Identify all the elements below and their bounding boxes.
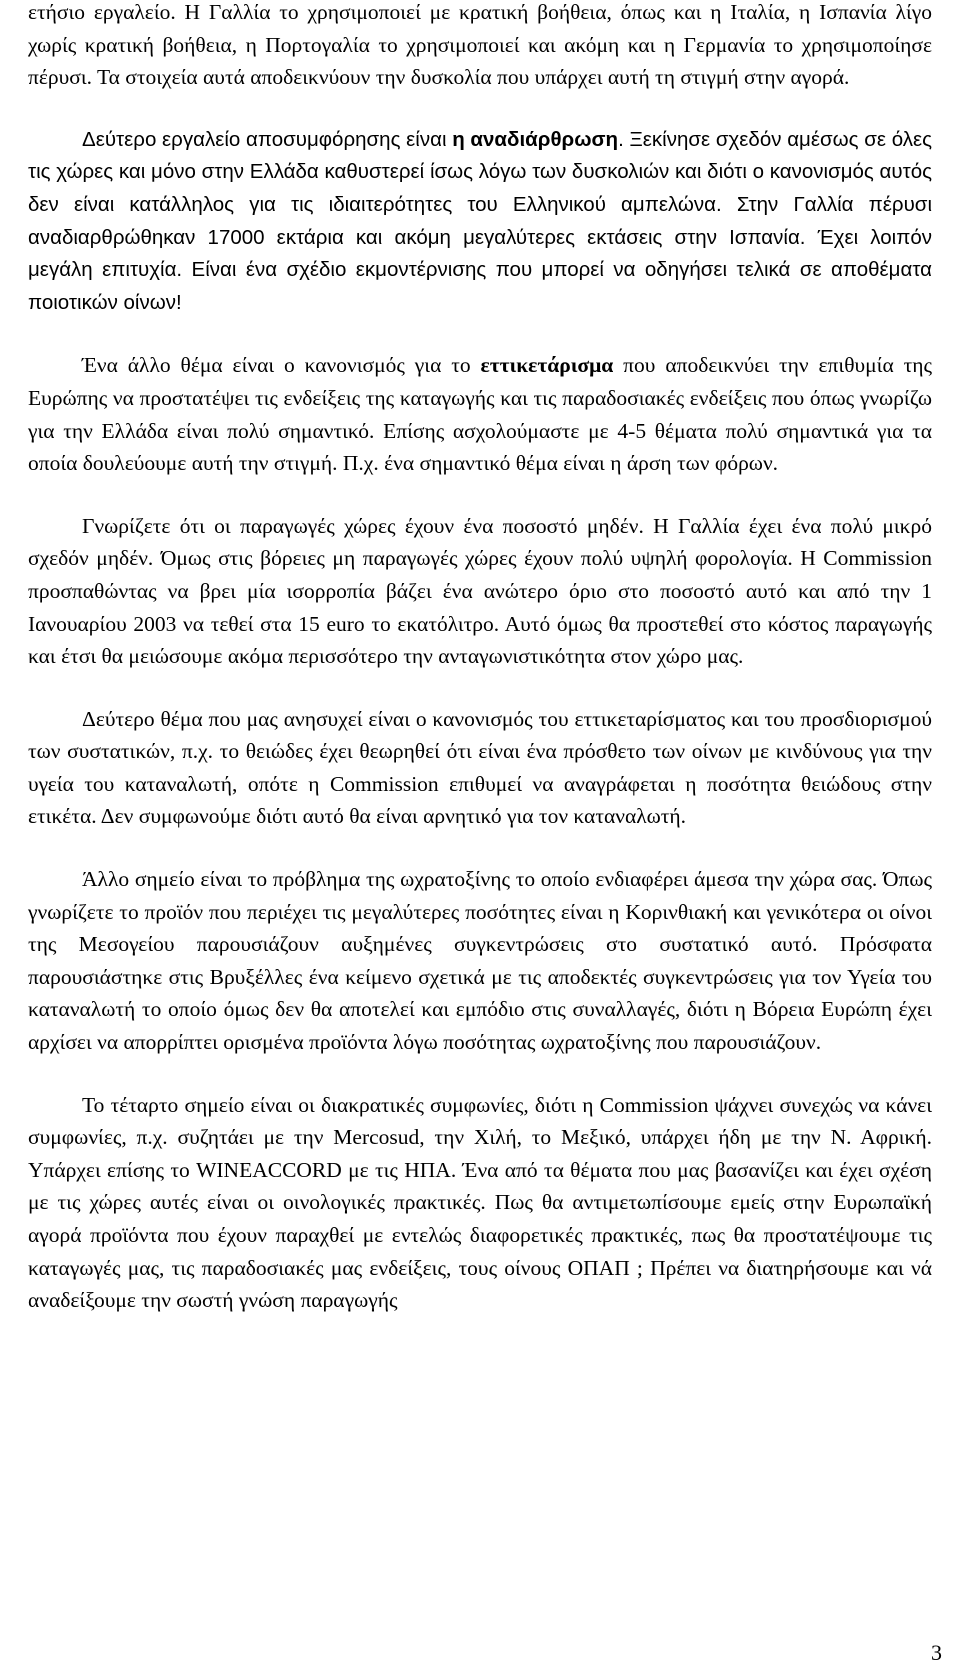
paragraph-5-text: Δεύτερο θέμα που μας ανησυχεί είναι ο κανονισμός του εττικεταρίσματος και του προσδιορισμού των συστατικών, π.χ. το θειώδες έχει θεωρηθεί ότι είναι ένα πρόσθετο των οίνων με κινδύνους για την υγεία του καταναλωτή, οπότε η Commission επιθυμεί να αναγράφεται η ποσότητα θειώδους στην ετικέτα. Δεν συμφωνούμε διότι αυτό θα είναι αρνητικό για τον καταναλωτή. [28, 706, 932, 829]
paragraph-3-text-b: που αποδεικνύει την επιθυμία της Ευρώπης να προστατέψει τις ενδείξεις της καταγωγής και τις παραδοσιακές ενδείξεις που όπως γνωρίζω για την Ελλάδα είναι πολύ σημαντικό. Επίσης ασχολούμαστε με 4-5 θέματα πολύ σημαντικά για τα οποία δουλεύουμε αυτή την στιγμή. Π.χ. ένα σημαντικό θέμα είναι η άρση των φόρων. [28, 353, 932, 476]
paragraph-3-emphasis: εττικετάρισμα [480, 353, 614, 378]
paragraph-1-text: ετήσιο εργαλείο. Η Γαλλία το χρησιμοποιεί με κρατική βοήθεια, όπως και η Ιταλία, η Ισπανία λίγο χωρίς κρατική βοήθεια, η Πορτογαλία το χρησιμοποιεί και ακόμη και η Γερμανία το χρησιμοποίησε πέρυσι. Τα στοιχεία αυτά αποδεικνύουν την δυσκολία που υπάρχει αυτή τη στιγμή στην αγορά. [28, 0, 932, 90]
page-number: 3 [931, 1640, 942, 1665]
paragraph-6 [28, 863, 932, 1059]
document-page [28, 0, 932, 1317]
paragraph-5 [28, 703, 932, 833]
paragraph-2 [28, 124, 932, 320]
paragraph-4 [28, 510, 932, 673]
paragraph-1 [28, 0, 932, 94]
paragraph-2-text-a: Δεύτερο εργαλείο αποσυμφόρησης είναι [82, 127, 453, 151]
paragraph-4-text: Γνωρίζετε ότι οι παραγωγές χώρες έχουν ένα ποσοστό μηδέν. Η Γαλλία έχει ένα πολύ μικρό σχεδόν μηδέν. Όμως στις βόρειες μη παραγωγές χώρες έχουν πολύ υψηλή φορολογία. Η Commission προσπαθώντας να βρει μία ισορροπία βάζει ένα ανώτερο όριο στο ποσοστό αυτό και από την 1 Ιανουαρίου 2003 να τεθεί στα 15 euro το εκατόλιτρο. Αυτό όμως θα προστεθεί στο κόστος παραγωγής και έτσι θα μειώσουμε ακόμα περισσότερο την ανταγωνιστικότητα στον χώρο μας. [28, 513, 932, 669]
paragraph-3-text-a: Ένα άλλο θέμα είναι ο κανονισμός για το [82, 353, 481, 378]
paragraph-2-emphasis: η αναδιάρθρωση [452, 127, 619, 151]
paragraph-6-text: Άλλο σημείο είναι το πρόβλημα της ωχρατοξίνης το οποίο ενδιαφέρει άμεσα την χώρα σας. Όπως γνωρίζετε το προϊόν που περιέχει τις μεγαλύτερες ποσότητες είναι η Κορινθιακή και γενικότερα οι οίνοι της Μεσογείου παρουσιάζουν αυξημένες συγκεντρώσεις στο συστατικό αυτό. Πρόσφατα παρουσιάστηκε στις Βρυξέλλες ένα κείμενο σχετικά με τις αποδεκτές συγκεντρώσεις για τον Υγεία του καταναλωτή το οποίο όμως δεν θα αποτελεί και εμπόδιο στις συναλλαγές, διότι η Βόρεια Ευρώπη έχει αρχίσει να απορρίπτει ορισμένα προϊόντα λόγω ποσότητας ωχρατοξίνης που παρουσιάζουν. [28, 867, 932, 1055]
paragraph-7 [28, 1089, 932, 1317]
paragraph-7-text: Το τέταρτο σημείο είναι οι διακρατικές συμφωνίες, διότι η Commission ψάχνει συνεχώς να κάνει συμφωνίες, π.χ. συζητάει με την Mercosud, την Χιλή, το Μεξικό, υπάρχει ήδη με την Ν. Αφρική. Υπάρχει επίσης το WINEACCORD με τις ΗΠΑ. Ένα από τα θέματα που μας βασανίζει και έχει σχέση με τις χώρες αυτές είναι οι οινολογικές πρακτικές. Πως θα αντιμετωπίσουμε εμείς στην Ευρωπαϊκή αγορά προϊόντα που έχουν παραχθεί με εντελώς διαφορετικές πρακτικές, πως θα προστατέψουμε τις καταγωγές μας, τις παραδοσιακές μας ενδείξεις, τους οίνους ΟΠΑΠ ; Πρέπει να διατηρήσουμε και νά αναδείξουμε την σωστή γνώση παραγωγής [28, 1092, 932, 1313]
paragraph-2-text-b: . Ξεκίνησε σχεδόν αμέσως σε όλες τις χώρες και μόνο στην Ελλάδα καθυστερεί ίσως λόγω των δυσκολιών και διότι ο κανονισμός αυτός δεν είναι κατάλληλος για τις ιδιαιτερότητες του Ελληνικού αμπελώνα. Στην Γαλλία πέρυσι αναδιαρθρώθηκαν 17000 εκτάρια και ακόμη μεγαλύτερες εκτάσεις στην Ισπανία. Έχει λοιπόν μεγάλη επιτυχία. Είναι ένα σχέδιο εκμοντέρνισης που μπορεί να οδηγήσει τελικά σε αποθέματα ποιοτικών οίνων! [28, 127, 932, 314]
paragraph-3 [28, 349, 932, 479]
